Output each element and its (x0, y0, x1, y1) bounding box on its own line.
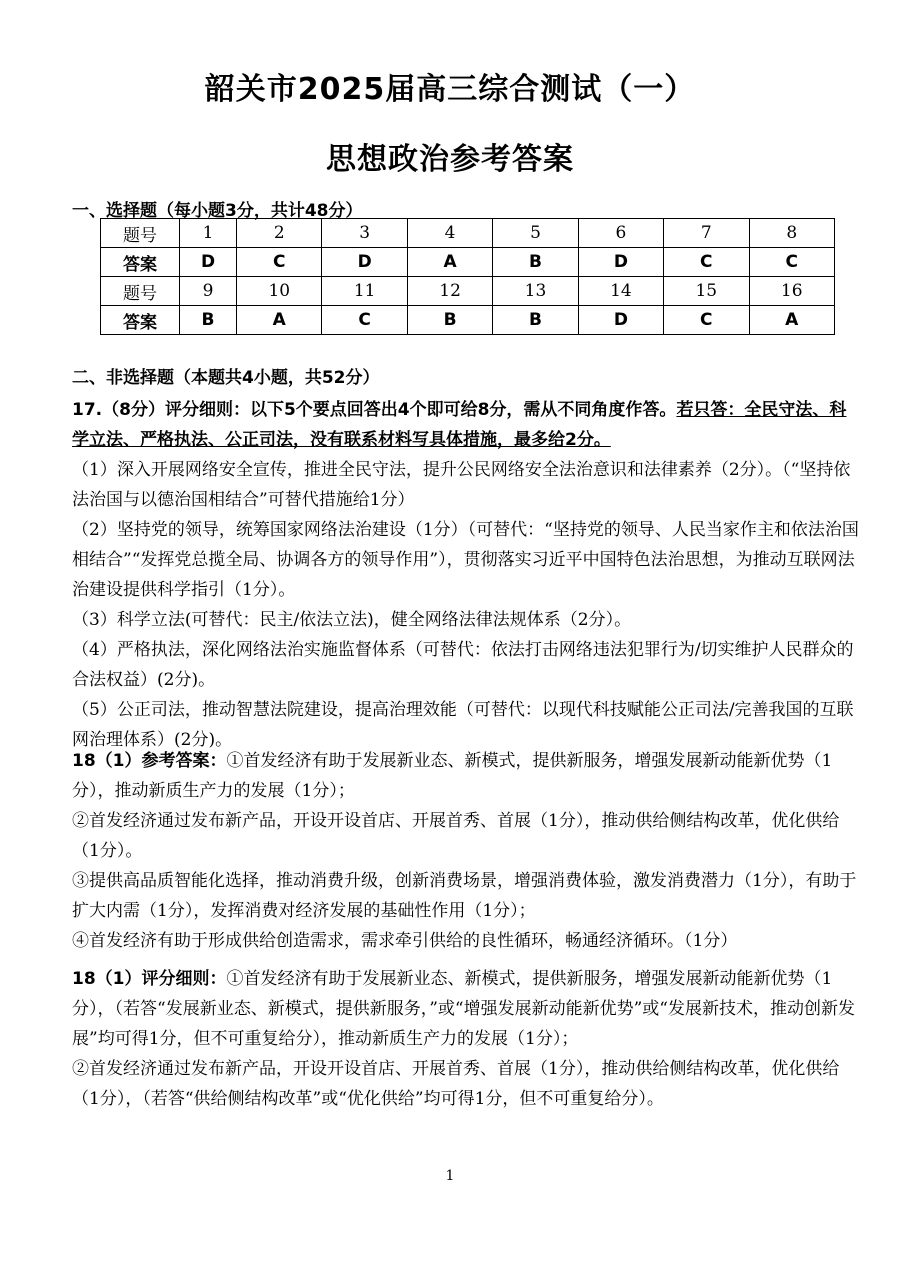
table-cell: 13 (493, 277, 578, 306)
q18a-item-first (72, 746, 862, 806)
table-cell: B (407, 306, 492, 335)
q18a-item: ②首发经济通过发布新产品，开设开设首店、开展首秀、首展（1分），推动供给侧结构改革，优化供给（1分）。 (72, 811, 840, 861)
table-cell: A (407, 248, 492, 277)
table-row (101, 219, 835, 248)
table-cell: B (493, 306, 578, 335)
table-cell: C (664, 248, 749, 277)
table-cell: C (237, 248, 322, 277)
table-cell: D (322, 248, 407, 277)
q17-item: （4）严格执法，深化网络法治实施监督体系（可替代：依法打击网络违法犯罪行为/切实维护人民群众的合法权益）(2分)。 (72, 640, 854, 690)
section1-heading: 一、选择题（每小题3分，共计48分） (72, 201, 363, 221)
table-cell: 10 (237, 277, 322, 306)
row-label: 题号 (101, 277, 180, 306)
q17-underline-note: 若只答：全民守法、科学立法、严格执法、公正司法，没有联系材料写具体措施，最多给2分。 (72, 400, 847, 450)
q18a-item: ①首发经济有助于发展新业态、新模式，提供新服务，增强发展新动能新优势（1分），推动新质生产力的发展（1分）； (72, 751, 833, 801)
table-cell: A (749, 306, 835, 335)
table-cell: D (180, 248, 237, 277)
page-subtitle: 思想政治参考答案 (326, 142, 574, 177)
table-cell: B (180, 306, 237, 335)
q18b-item-first (72, 964, 862, 1054)
q17-head: 17.（8分）评分细则：以下5个要点回答出4个即可给8分，需从不同角度作答。 (72, 400, 677, 420)
table-cell: 11 (322, 277, 407, 306)
page-number: 1 (445, 1168, 455, 1184)
table-cell: 2 (237, 219, 322, 248)
table-row (101, 306, 835, 335)
question-18-scoring (72, 964, 862, 1114)
table-cell: 14 (578, 277, 663, 306)
table-cell: 15 (664, 277, 749, 306)
q17-item: （1）深入开展网络安全宣传，推进全民守法，提升公民网络安全法治意识和法律素养（2分）。（“坚持依法治国与以德治国相结合”可替代措施给1分） (72, 460, 851, 510)
table-cell: 5 (493, 219, 578, 248)
table-cell: D (578, 248, 663, 277)
table-cell: 1 (180, 219, 237, 248)
table-cell: B (493, 248, 578, 277)
page-title: 韶关市2025届高三综合测试（一） (204, 72, 696, 107)
q18a-head: 18（1）参考答案： (72, 751, 227, 771)
table-cell: C (749, 248, 835, 277)
row-label: 题号 (101, 219, 180, 248)
table-cell: A (237, 306, 322, 335)
table-cell: 6 (578, 219, 663, 248)
q18a-item: ④首发经济有助于形成供给创造需求，需求牵引供给的良性循环，畅通经济循环。（1分） (72, 931, 738, 951)
q18a-item: ③提供高品质智能化选择，推动消费升级，创新消费场景，增强消费体验，激发消费潜力（1分），有助于扩大内需（1分），发挥消费对经济发展的基础性作用（1分）； (72, 871, 857, 921)
table-row (101, 277, 835, 306)
q17-item: （5）公正司法，推动智慧法院建设，提高治理效能（可替代：以现代科技赋能公正司法/完善我国的互联网治理体系）(2分)。 (72, 700, 854, 750)
table-cell: C (664, 306, 749, 335)
q18b-item: ②首发经济通过发布新产品，开设开设首店、开展首秀、首展（1分），推动供给侧结构改革，优化供给（1分），（若答“供给侧结构改革”或“优化供给”均可得1分，但不可重复给分）。 (72, 1059, 840, 1109)
q18b-head: 18（1）评分细则： (72, 969, 227, 989)
table-cell: 9 (180, 277, 237, 306)
table-cell: C (322, 306, 407, 335)
table-cell: 7 (664, 219, 749, 248)
table-cell: 12 (407, 277, 492, 306)
row-label: 答案 (101, 248, 180, 277)
table-cell: D (578, 306, 663, 335)
table-cell: 8 (749, 219, 835, 248)
q17-item: （2）坚持党的领导，统筹国家网络法治建设（1分）（可替代：“坚持党的领导、人民当家作主和依法治国相结合”“发挥党总揽全局、协调各方的领导作用”），贯彻落实习近平中国特色法治思想，为推动互联网法治建设提供科学指引（1分）。 (72, 520, 859, 600)
question-17 (72, 395, 862, 755)
section2-heading: 二、非选择题（本题共4小题，共52分） (72, 368, 380, 388)
answer-table (100, 218, 835, 335)
q18b-item: ①首发经济有助于发展新业态、新模式，提供新服务，增强发展新动能新优势（1分），（若答“发展新业态、新模式，提供新服务，”或“增强发展新动能新优势”或“发展新技术，推动创新发展”均可得1分，但不可重复给分），推动新质生产力的发展（1分）； (72, 969, 855, 1049)
row-label: 答案 (101, 306, 180, 335)
table-cell: 4 (407, 219, 492, 248)
question-18-reference (72, 746, 862, 956)
q17-header (72, 395, 862, 455)
table-cell: 3 (322, 219, 407, 248)
q17-item: （3）科学立法(可替代：民主/依法立法)，健全网络法律法规体系（2分）。 (72, 610, 632, 630)
table-cell: 16 (749, 277, 835, 306)
table-row (101, 248, 835, 277)
